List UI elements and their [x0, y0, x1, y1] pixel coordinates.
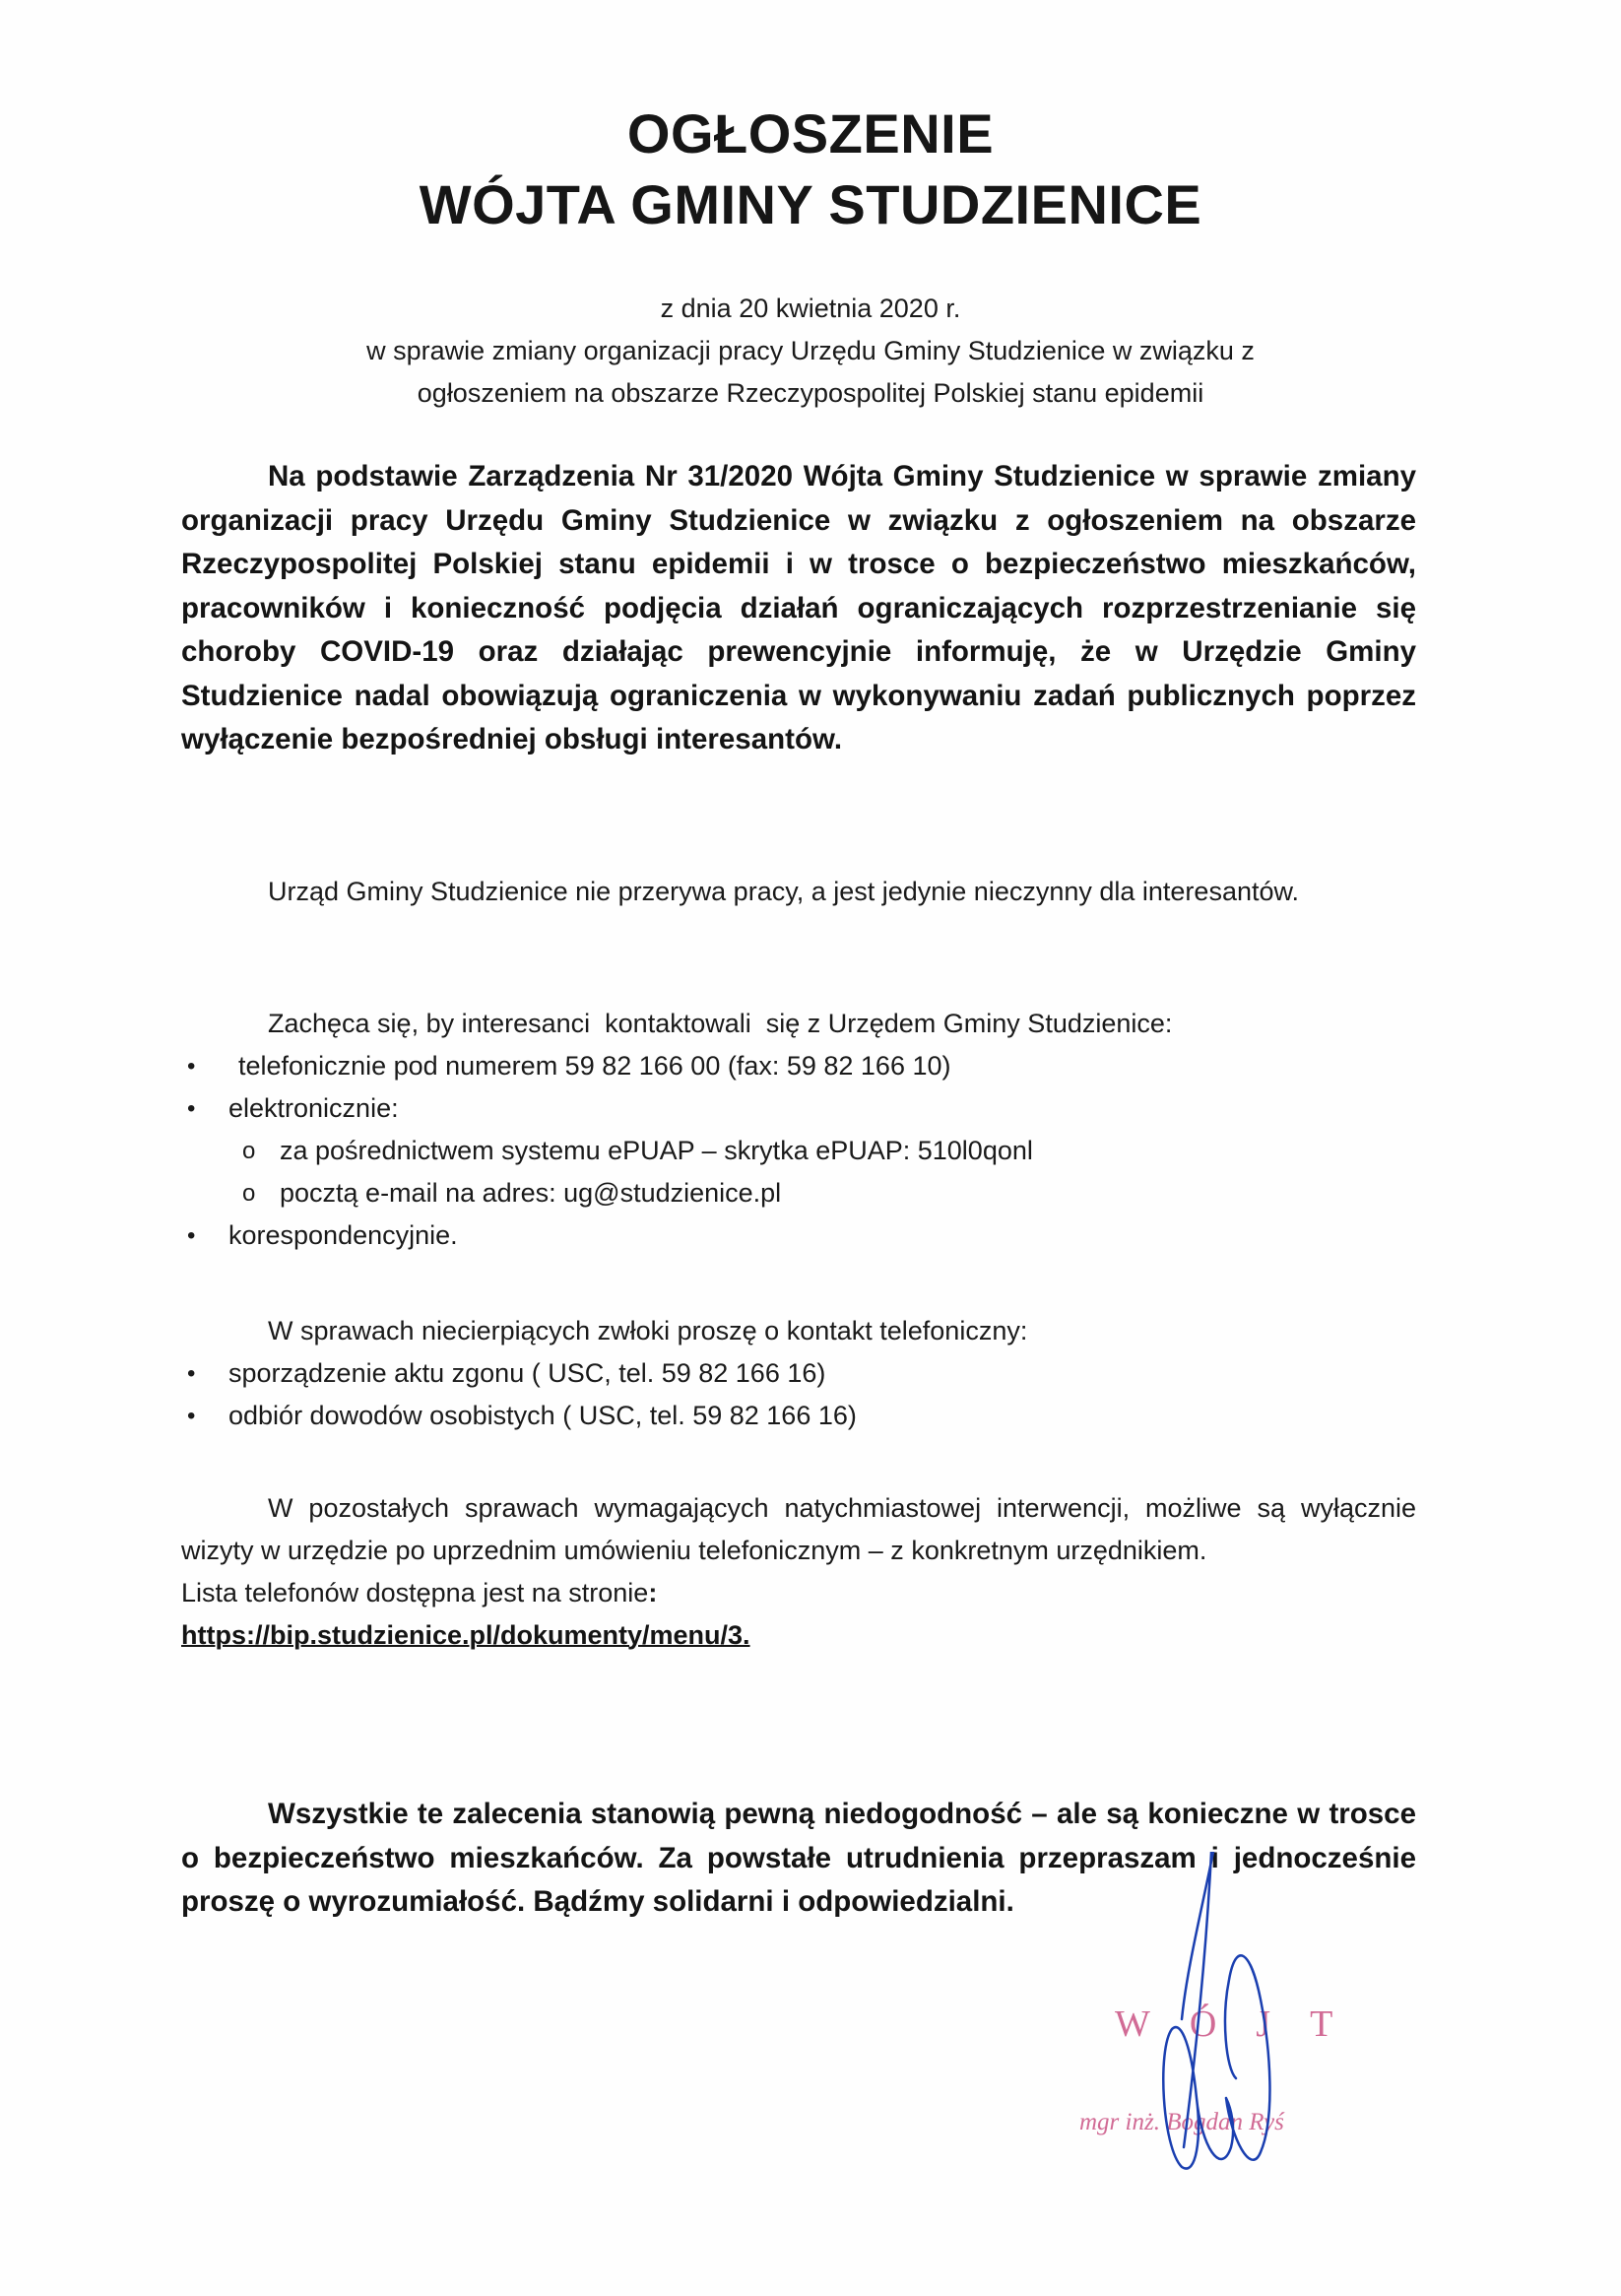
date-line: z dnia 20 kwietnia 2020 r.	[660, 294, 961, 323]
title-line-1: OGŁOSZENIE	[626, 102, 995, 164]
contact-intro: Zachęca się, by interesanci kontaktowali się z Urzędem Gminy Studzienice:	[268, 1009, 1173, 1038]
urgent-intro: W sprawach niecierpiących zwłoki proszę o kontakt telefoniczny:	[268, 1316, 1028, 1345]
contact-list	[181, 1045, 1416, 1130]
contact-item-text: elektronicznie:	[228, 1093, 399, 1123]
urgent-item-text: odbiór dowodów osobistych ( USC, tel. 59 82 166 16)	[228, 1401, 857, 1430]
bullet-icon: •	[187, 1095, 196, 1122]
contact-subitem-text: pocztą e-mail na adres: ug@studzienice.pl	[280, 1178, 782, 1208]
phone-list-line	[181, 1572, 1416, 1614]
contact-subitem-email	[181, 1172, 1416, 1214]
bullet-icon: •	[187, 1360, 196, 1387]
phone-list-colon: :	[648, 1578, 658, 1607]
urgent-item-id-pickup	[181, 1395, 1416, 1437]
urgent-list	[181, 1352, 1416, 1437]
contact-list-continued	[181, 1214, 1416, 1257]
stamp-name: mgr inż. Bogdan Ryś	[1079, 2109, 1284, 2135]
contact-subitem-text: za pośrednictwem systemu ePUAP – skrytka ePUAP: 510l0qonl	[280, 1136, 1033, 1165]
main-paragraph: Na podstawie Zarządzenia Nr 31/2020 Wójta Gminy Studzienice w sprawie zmiany organizacji pracy Urzędu Gminy Studzienice w związku z ogłoszeniem na obszarze Rzeczypospolitej Polskiej stanu epidemii i w trosce o bezpieczeństwo mieszkańców, pracowników i konieczność podjęcia działań ograniczających rozprzestrzenianie się choroby COVID-19 oraz działając prewencyjnie informuję, że w Urzędzie Gminy Studzienice nadal obowiązują ograniczenia w wykonywaniu zadań publicznych poprzez wyłączenie bezpośredniej obsługi interesantów.	[181, 460, 1416, 755]
document-title	[0, 98, 1621, 240]
contact-item-text: telefonicznie pod numerem 59 82 166 00 (fax: 59 82 166 10)	[238, 1051, 951, 1081]
stamp-title: WÓJT	[1115, 2003, 1373, 2045]
urgent-section	[181, 1310, 1416, 1437]
phone-list-link[interactable]: https://bip.studzienice.pl/dokumenty/menu/3.	[181, 1620, 750, 1650]
contact-item-electronic	[181, 1087, 1416, 1130]
contact-item-text: korespondencyjnie.	[228, 1220, 458, 1250]
bullet-icon: •	[187, 1222, 196, 1249]
urgent-item-text: sporządzenie aktu zgonu ( USC, tel. 59 82 166 16)	[228, 1358, 826, 1388]
contact-item-mail	[181, 1214, 1416, 1257]
subject-line-1: w sprawie zmiany organizacji pracy Urzędu Gminy Studzienice w związku z	[366, 336, 1255, 365]
urgent-item-death-certificate	[181, 1352, 1416, 1395]
phone-list-label: Lista telefonów dostępna jest na stronie	[181, 1578, 649, 1607]
bullet-icon: •	[187, 1403, 196, 1429]
document-intro	[0, 288, 1621, 415]
other-paragraph: W pozostałych sprawach wymagających natychmiastowej interwencji, możliwe są wyłącznie wizyty w urzędzie po uprzednim umówieniu telefonicznym – z konkretnym urzędnikiem.	[181, 1493, 1416, 1565]
contact-section	[181, 1003, 1416, 1257]
electronic-sublist	[181, 1130, 1416, 1214]
subject-line-2: ogłoszeniem na obszarze Rzeczypospolitej Polskiej stanu epidemii	[417, 378, 1204, 408]
closing-paragraph: Wszystkie te zalecenia stanowią pewną niedogodność – ale są konieczne w trosce o bezpieczeństwo mieszkańców. Za powstałe utrudnienia przepraszam i jednocześnie proszę o wyrozumiałość. Bądźmy solidarni i odpowiedzialni.	[181, 1798, 1416, 1918]
bullet-icon: •	[187, 1053, 196, 1080]
handwritten-signature	[1162, 1852, 1320, 2177]
title-line-2: WÓJTA GMINY STUDZIENICE	[419, 173, 1202, 235]
contact-subitem-epuap	[181, 1130, 1416, 1172]
circle-bullet-icon: o	[242, 1138, 256, 1164]
contact-item-phone	[181, 1045, 1416, 1087]
circle-bullet-icon: o	[242, 1180, 256, 1207]
office-paragraph: Urząd Gminy Studzienice nie przerywa pracy, a jest jedynie nieczynny dla interesantów.	[268, 877, 1300, 906]
signature-stroke	[1163, 1852, 1269, 2169]
other-section	[181, 1487, 1416, 1657]
